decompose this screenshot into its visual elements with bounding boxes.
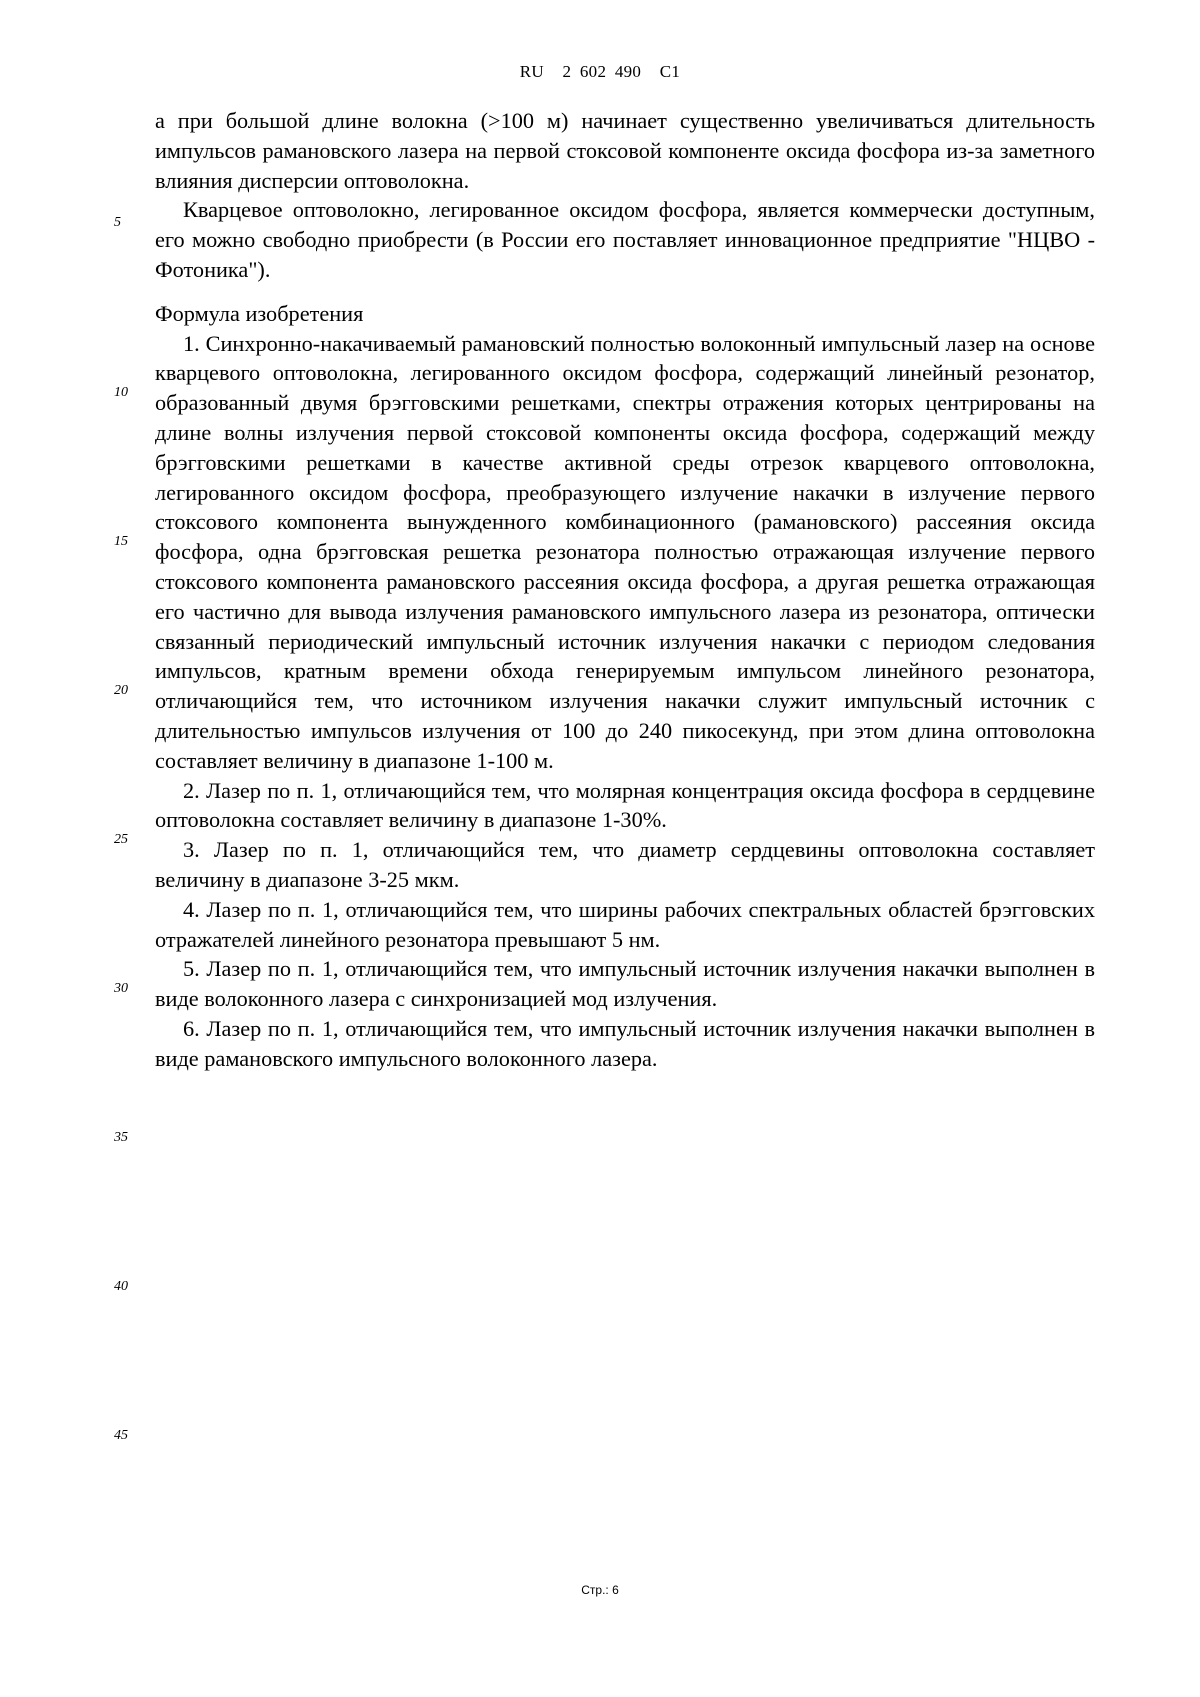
paragraph: а при большой длине волокна (>100 м) начинает существенно увеличиваться длительность импульсов рамановского лазера на первой стоксовой компоненте оксида фосфора из-за заметного влияния дисперсии оптоволокна. [155,108,1095,193]
claim: 6. Лазер по п. 1, отличающийся тем, что импульсный источник излучения накачки выполнен в виде рамановского импульсного волоконного лазера. [155,1015,1095,1071]
page-header [0,62,1200,82]
claim: 1. Синхронно-накачиваемый рамановский полностью волоконный импульсный лазер на основе кварцевого оптоволокна, легированного оксидом фосфора, содержащий линейный резонатор, образованный двумя брэгговскими решетками, спектры отражения которых центрированы на длине волны излучения первой стоксовой компоненты оксида фосфора, содержащий между брэгговскими решетками в качестве активной среды отрезок кварцевого оптоволокна, легированного оксидом фосфора, преобразующего излучение накачки в излучение первого стоксового компонента вынужденного комбинационного (рамановского) рассеяния оксида фосфора, одна брэгговская решетка резонатора полностью отражающая излучение первого стоксового компонента рамановского рассеяния оксида фосфора, а другая решетка отражающая его частично для вывода излучения рамановского импульсного лазера из резонатора, оптически связанный периодический импульсный источник излучения накачки с периодом следования импульсов, кратным времени обхода генерируемым импульсом линейного резонатора, отличающийся тем, что источником излучения накачки служит импульсный источник с длительностью импульсов излучения от 100 до 240 пикосекунд, при этом длина оптоволокна составляет величину в диапазоне 1-100 м. [155,330,1095,773]
line-number: 35 [114,1130,128,1145]
line-number: 15 [114,534,128,549]
patent-number: 2 602 490 [562,62,642,81]
line-number: 40 [114,1279,128,1294]
document-body [155,106,1095,1074]
line-number: 45 [114,1428,128,1443]
document-kind: C1 [659,62,681,81]
country-code: RU [519,62,544,81]
page-footer: Стр.: 6 [581,1583,619,1597]
section-title: Формула изобретения [155,300,364,326]
claim: 2. Лазер по п. 1, отличающийся тем, что молярная концентрация оксида фосфора в сердцевине оптоволокна составляет величину в диапазоне 1-30%. [155,777,1095,833]
line-number: 20 [114,683,128,698]
line-number: 5 [114,215,121,230]
claim: 4. Лазер по п. 1, отличающийся тем, что ширины рабочих спектральных областей брэгговских отражателей линейного резонатора превышают 5 нм. [155,896,1095,952]
line-number: 25 [114,832,128,847]
line-number: 10 [114,385,128,400]
claim: 5. Лазер по п. 1, отличающийся тем, что импульсный источник излучения накачки выполнен в виде волоконного лазера с синхронизацией мод излучения. [155,956,1095,1012]
paragraph: Кварцевое оптоволокно, легированное оксидом фосфора, является коммерчески доступным, его можно свободно приобрести (в России его поставляет инновационное предприятие "НЦВО - Фотоника"). [155,197,1095,282]
line-number: 30 [114,981,128,996]
claim: 3. Лазер по п. 1, отличающийся тем, что диаметр сердцевины оптоволокна составляет величину в диапазоне 3-25 мкм. [155,837,1095,892]
